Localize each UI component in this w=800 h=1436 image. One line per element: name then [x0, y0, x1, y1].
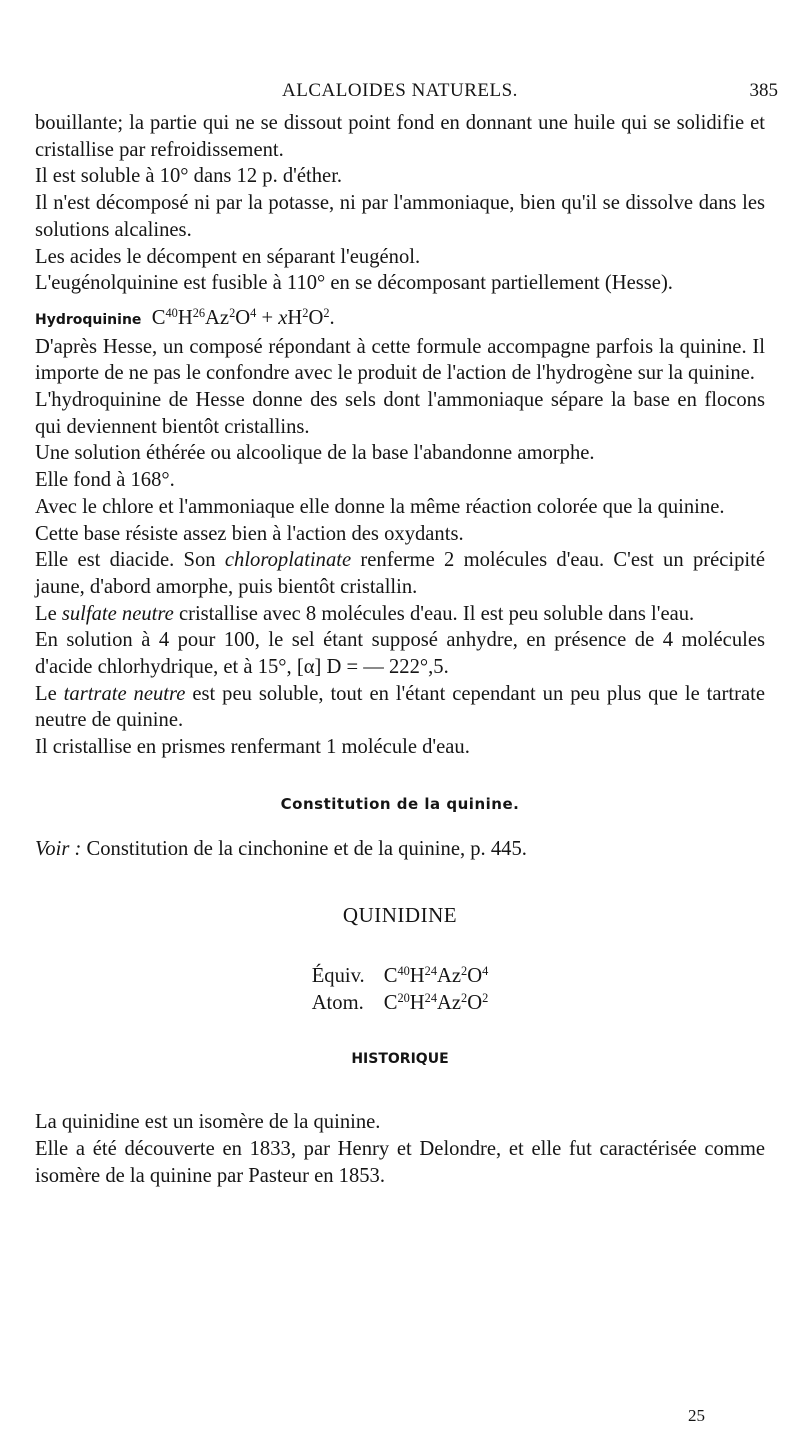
paragraph: Il n'est décomposé ni par la potasse, ni par l'ammoniaque, bien qu'il se dissolve dans les solutions alcalines. [35, 192, 765, 241]
equiv-formula: Équiv. $C^{40}H^{24}Az^2O^4$ [311, 964, 489, 987]
constitution-heading: Constitution de la quinine. [280, 794, 520, 813]
rotation-paragraph: En solution à 4 pour 100, le sel étant supposé anhydre, en présence de 4 molécules d'acide chlorhydrique, et à 15°, [α] D = — 222°,5. [35, 629, 765, 679]
quinidine-title: QUINIDINE [342, 903, 458, 928]
tartrate-paragraph: Le tartrate neutre est peu soluble, tout en l'étant cependant un peu plus que le tartrate neutre de quinine. [35, 682, 765, 732]
paragraph: Avec le chlore et l'ammoniaque elle donne la même réaction colorée que la quinine. [35, 495, 725, 518]
historique-heading: HISTORIQUE [351, 1051, 449, 1068]
atom-formula: Atom. $C^{20}H^{24}Az^2O^2$ [311, 990, 489, 1014]
paragraph: Les acides le décompent en séparant l'eugénol. [35, 245, 421, 268]
signature-number: 25 [688, 1406, 705, 1425]
paragraph: L'eugénolquinine est fusible à 110° en se décomposant partiellement (Hesse). [35, 272, 673, 295]
chloroplatinate-paragraph: Elle est diacide. Son chloroplatinate renferme 2 molécules d'eau. C'est un précipité jaune, d'abord amorphe, puis bientôt cristallin. [35, 549, 765, 598]
running-title: ALCALOIDES NATURELS. [282, 80, 518, 101]
hydroquinine-formula: $C^{40}H^{26}Az^2O^4 + xH^2O^2$. [151, 306, 335, 329]
paragraph: L'hydroquinine de Hesse donne des sels dont l'ammoniaque sépare la base en flocons qui deviennent bientôt cristallins. [35, 389, 765, 438]
paragraph: Elle fond à 168°. [35, 469, 175, 492]
paragraph: Une solution éthérée ou alcoolique de la base l'abandonne amorphe. [35, 442, 595, 465]
paragraph: D'après Hesse, un composé répondant à cette formule accompagne parfois la quinine. Il importe de ne pas le confondre avec le produit de l'action de l'hydrogène sur la quinine. [35, 335, 765, 385]
paragraph: bouillante; la partie qui ne se dissout point fond en donnant une huile qui se solidifie et cristallise par refroidissement. [35, 112, 765, 161]
sulfate-paragraph: Le sulfate neutre cristallise avec 8 molécules d'eau. Il est peu soluble dans l'eau. [35, 602, 695, 625]
paragraph: La quinidine est un isomère de la quinine. [35, 1111, 381, 1134]
body-text [35, 110, 765, 1189]
voir-paragraph: Voir : Constitution de la cinchonine et de la quinine, p. 445. [35, 837, 527, 860]
page-number: 385 [749, 80, 778, 101]
paragraph: Il cristallise en prismes renfermant 1 molécule d'eau. [35, 736, 470, 759]
hydroquinine-heading: Hydroquinine [35, 311, 142, 328]
paragraph: Elle a été découverte en 1833, par Henry et Delondre, et elle fut caractérisée comme isomère de la quinine par Pasteur en 1853. [35, 1137, 765, 1187]
paragraph: Cette base résiste assez bien à l'action des oxydants. [35, 522, 464, 545]
hydroquinine-line [35, 305, 765, 334]
paragraph: Il est soluble à 10° dans 12 p. d'éther. [35, 165, 343, 188]
